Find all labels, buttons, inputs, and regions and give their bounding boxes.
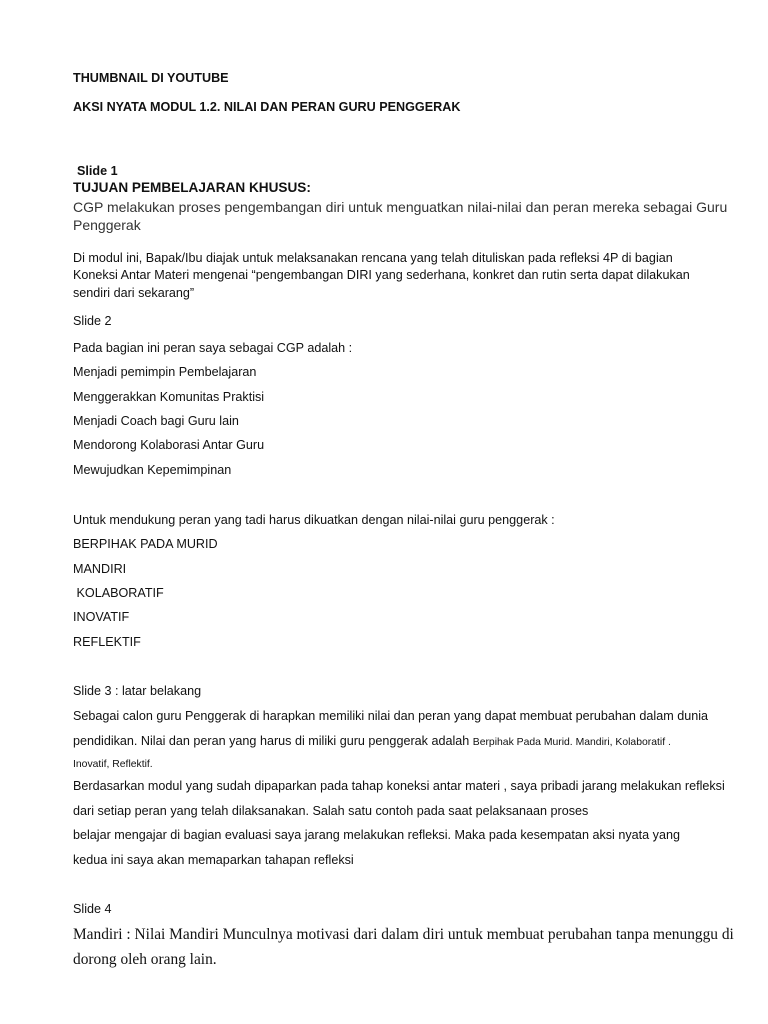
value-item: REFLEKTIF	[73, 635, 141, 649]
slide-1-paragraph-line-1: Di modul ini, Bapak/Ibu diajak untuk melaksanakan rencana yang telah dituliskan pada refleksi 4P di bagian	[73, 251, 673, 265]
slide-4-line-1: Mandiri : Nilai Mandiri Munculnya motivasi dari dalam diri untuk membuat perubahan tanpa menunggu di	[73, 926, 734, 943]
slide-4-line-2: dorong oleh orang lain.	[73, 951, 217, 968]
objective-text-line-1: CGP melakukan proses pengembangan diri untuk menguatkan nilai-nilai dan peran mereka sebagai Guru	[73, 199, 728, 215]
role-item: Mewujudkan Kepemimpinan	[73, 463, 232, 477]
slide-3-line-7: kedua ini saya akan memaparkan tahapan refleksi	[73, 853, 354, 867]
slide-1-paragraph-line-3: sendiri dari sekarang”	[73, 286, 195, 300]
slide-3-line-1: Sebagai calon guru Penggerak di harapkan memiliki nilai dan peran yang dapat membuat perubahan dalam dunia	[73, 709, 709, 723]
slide-3-line-2-main: pendidikan. Nilai dan peran yang harus di miliki guru penggerak adalah	[73, 734, 473, 748]
role-item: Mendorong Kolaborasi Antar Guru	[73, 438, 265, 452]
slide-3-heading: Slide 3 : latar belakang	[73, 684, 202, 698]
slide-1-heading: Slide 1	[77, 164, 118, 178]
slide-3-line-2	[73, 733, 671, 751]
slide-2-intro: Pada bagian ini peran saya sebagai CGP adalah :	[73, 341, 353, 355]
slide-3-line-3: Inovatif, Reflektif.	[73, 759, 153, 770]
slide-4-heading: Slide 4	[73, 902, 112, 916]
objective-title: TUJUAN PEMBELAJARAN KHUSUS:	[73, 180, 311, 195]
slide-3-line-5: dari setiap peran yang telah dilaksanakan. Salah satu contoh pada saat pelaksanaan proses	[73, 804, 589, 818]
document-title: THUMBNAIL DI YOUTUBE	[73, 71, 229, 85]
value-item: KOLABORATIF	[73, 586, 164, 600]
slide-3-line-2-values: Berpihak Pada Murid. Mandiri, Kolaboratif .	[472, 737, 671, 748]
role-item: Menjadi Coach bagi Guru lain	[73, 414, 239, 428]
slide-3-line-4: Berdasarkan modul yang sudah dipaparkan pada tahap koneksi antar materi , saya pribadi jarang melakukan refleksi	[73, 779, 725, 793]
slide-2-heading: Slide 2	[73, 314, 112, 328]
value-item: INOVATIF	[73, 610, 130, 624]
slide-1-paragraph-line-2: Koneksi Antar Materi mengenai “pengembangan DIRI yang sederhana, konkret dan rutin serta dapat dilakukan	[73, 268, 690, 282]
value-item: MANDIRI	[73, 562, 127, 576]
value-item: BERPIHAK PADA MURID	[73, 537, 218, 551]
role-item: Menggerakkan Komunitas Praktisi	[73, 390, 265, 404]
values-intro: Untuk mendukung peran yang tadi harus dikuatkan dengan nilai-nilai guru penggerak :	[73, 513, 555, 527]
document-subtitle: AKSI NYATA MODUL 1.2. NILAI DAN PERAN GURU PENGGERAK	[73, 100, 461, 114]
role-item: Menjadi pemimpin Pembelajaran	[73, 365, 257, 379]
slide-3-line-6: belajar mengajar di bagian evaluasi saya jarang melakukan refleksi. Maka pada kesempatan aksi nyata yang	[73, 828, 680, 842]
objective-text-line-2: Penggerak	[73, 217, 141, 233]
